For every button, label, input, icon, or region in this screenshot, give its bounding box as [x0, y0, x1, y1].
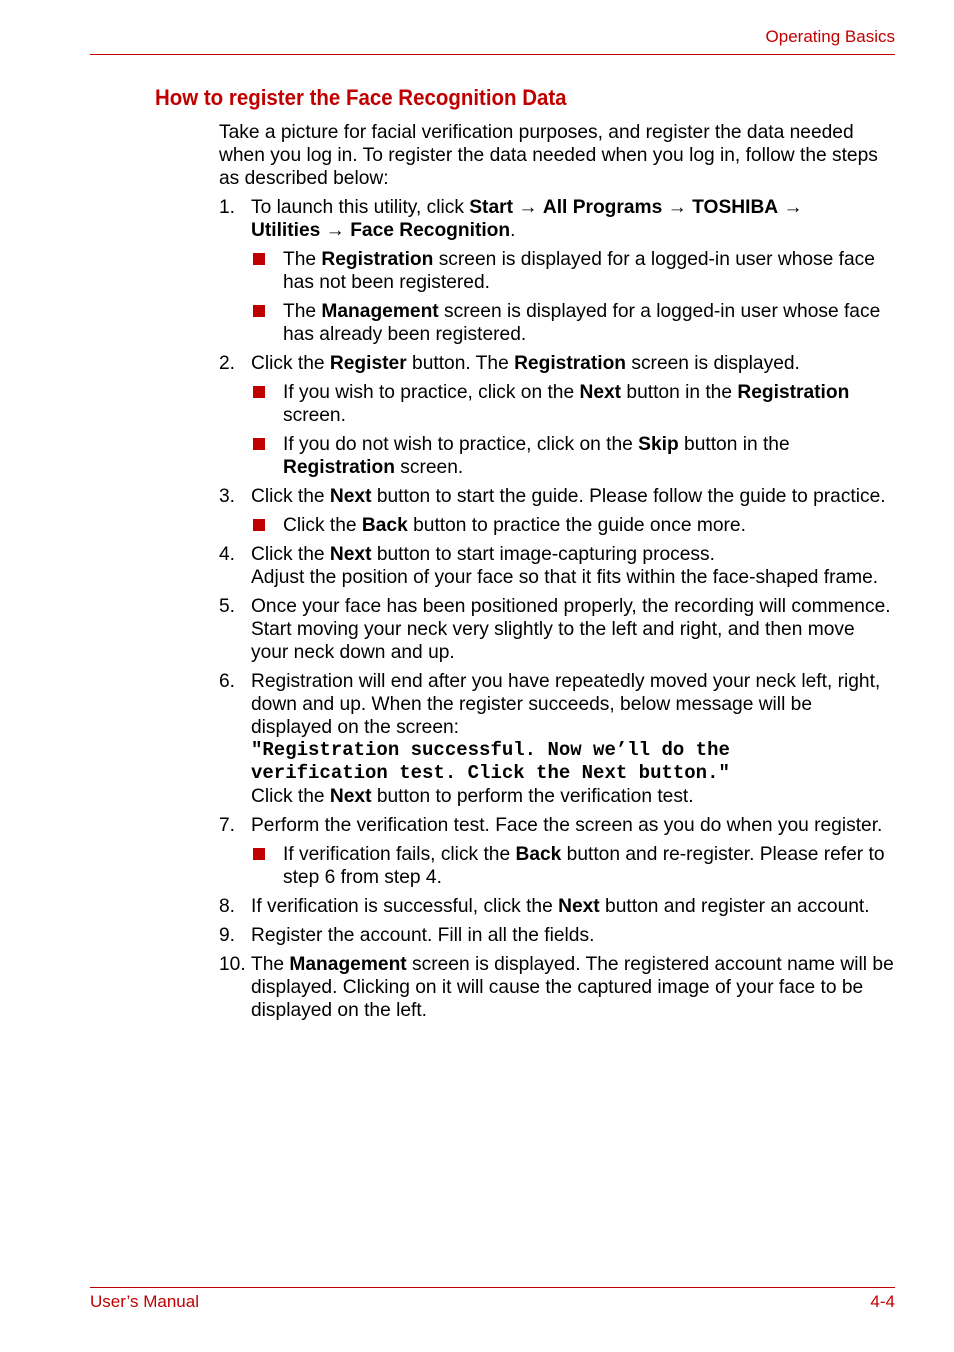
bullet-item: The Management screen is displayed for a logged-in user whose face has already been registered.	[251, 300, 895, 346]
page-content	[219, 121, 895, 1028]
bullet-item: If you wish to practice, click on the Next button in the Registration screen.	[251, 381, 895, 427]
step-text: Click the Next button to start image-capturing process. Adjust the position of your face so that it fits within the face-shaped frame.	[251, 544, 879, 588]
square-bullet-icon	[253, 519, 265, 531]
step-number: 7.	[219, 815, 236, 836]
step-text: To launch this utility, click Start → All Programs → TOSHIBA → Utilities → Face Recognition.	[251, 197, 803, 241]
arrow-icon: →	[783, 197, 803, 218]
step-number: 5.	[219, 596, 236, 617]
square-bullet-icon	[253, 848, 265, 860]
step-number: 9.	[219, 925, 236, 946]
square-bullet-icon	[253, 305, 265, 317]
step-4	[219, 543, 895, 589]
intro-paragraph: Take a picture for facial verification purposes, and register the data needed when you log in. To register the data needed when you log in, follow the steps as described below:	[219, 122, 878, 189]
step-number: 2.	[219, 353, 236, 374]
section-title: How to register the Face Recognition Data	[155, 85, 567, 110]
arrow-icon: →	[325, 220, 345, 241]
header-divider	[90, 54, 895, 55]
step-text: Perform the verification test. Face the screen as you do when you register.	[251, 815, 883, 836]
running-header: Operating Basics	[765, 27, 895, 46]
page-number: 4-4	[870, 1292, 895, 1311]
step-9	[219, 924, 895, 947]
step-text: Click the Next button to start the guide. Please follow the guide to practice.	[251, 486, 886, 507]
bullet-item: If verification fails, click the Back button and re-register. Please refer to step 6 from step 4.	[251, 843, 895, 889]
step-1	[219, 196, 895, 346]
step-number: 6.	[219, 671, 236, 692]
bullet-item: Click the Back button to practice the guide once more.	[251, 514, 895, 537]
message-line-2: verification test. Click the Next button."	[251, 762, 730, 784]
square-bullet-icon	[253, 253, 265, 265]
menu-toshiba: TOSHIBA	[692, 197, 779, 218]
step-6	[219, 670, 895, 808]
step-number: 10.	[219, 954, 246, 975]
step-text: The Management screen is displayed. The registered account name will be displayed. Clicking on it will cause the captured image of your face to be displayed on the left.	[251, 954, 894, 1021]
step-text: Registration will end after you have repeatedly moved your neck left, right, down and up. When the register succeeds, below message will be displayed on the screen: "Registration successful. Now we’ll do the verification test. Click the Next button." Click the Next button to perform the verification test.	[251, 670, 895, 808]
bullet-item: The Registration screen is displayed for a logged-in user whose face has not been registered.	[251, 248, 895, 294]
step-3	[219, 485, 895, 537]
step-8	[219, 895, 895, 918]
step-text: Register the account. Fill in all the fields.	[251, 925, 595, 946]
arrow-icon: →	[667, 197, 687, 218]
step-number: 4.	[219, 544, 236, 565]
menu-start: Start	[469, 197, 513, 218]
message-line-1: "Registration successful. Now we’ll do the	[251, 739, 730, 761]
square-bullet-icon	[253, 386, 265, 398]
menu-face-recognition: Face Recognition	[350, 220, 511, 241]
footer-manual-title: User’s Manual	[90, 1292, 199, 1311]
step-2	[219, 352, 895, 479]
menu-utilities: Utilities	[251, 220, 321, 241]
square-bullet-icon	[253, 438, 265, 450]
arrow-icon: →	[518, 197, 538, 218]
step-text: Once your face has been positioned properly, the recording will commence. Start moving your neck very slightly to the left and right, and then move your neck down and up.	[251, 596, 891, 663]
step-7	[219, 814, 895, 889]
step-text: If verification is successful, click the Next button and register an account.	[251, 896, 870, 917]
step-number: 1.	[219, 197, 236, 218]
bullet-item: If you do not wish to practice, click on the Skip button in the Registration screen.	[251, 433, 895, 479]
step-number: 3.	[219, 486, 236, 507]
step-text: Click the Register button. The Registration screen is displayed.	[251, 353, 800, 374]
step-number: 8.	[219, 896, 236, 917]
footer-divider	[90, 1287, 895, 1288]
step-5	[219, 595, 895, 664]
menu-all-programs: All Programs	[542, 197, 663, 218]
step-10	[219, 953, 895, 1022]
